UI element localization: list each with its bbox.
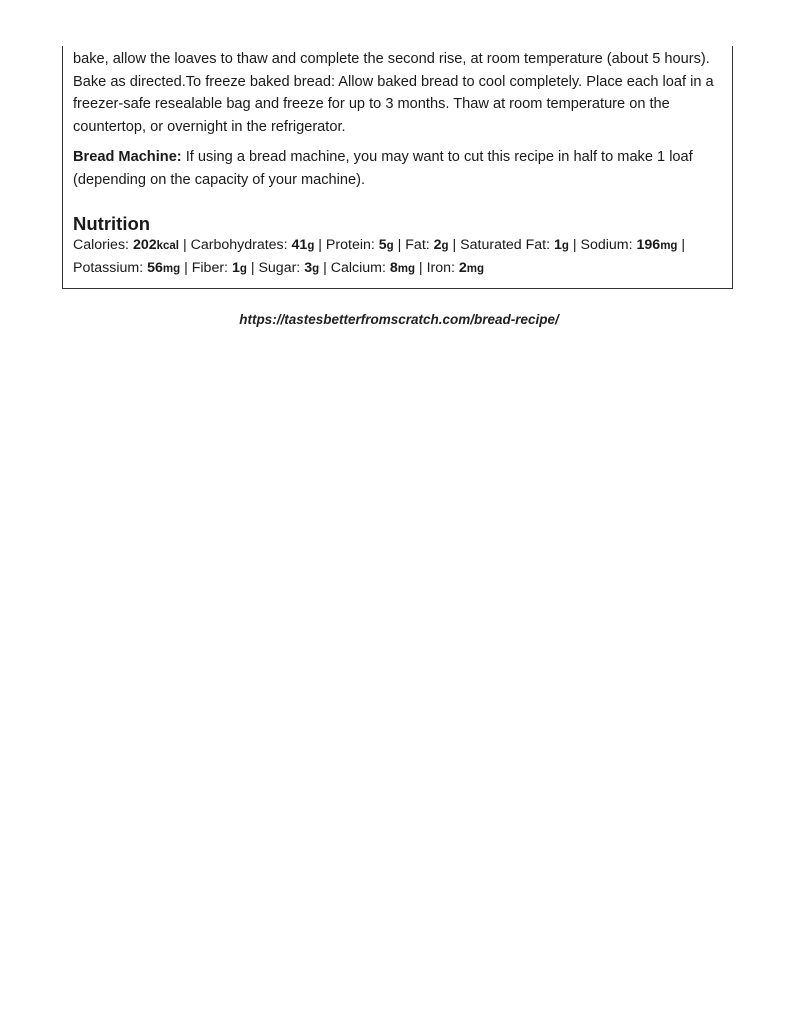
nutrient-value: 41	[291, 237, 308, 253]
nutrient-value: 202	[132, 237, 157, 253]
nutrient-item	[73, 237, 191, 253]
bread-machine-text: If using a bread machine, you may want to cut this recipe in half to make 1 loaf (depending on the capacity of your machine).	[73, 149, 693, 188]
nutrient-separator: |	[568, 237, 581, 253]
nutrient-unit: g	[312, 263, 320, 275]
nutrient-separator: |	[314, 237, 326, 253]
nutrition-line-1	[73, 235, 733, 256]
nutrient-label: Sodium:	[580, 237, 637, 253]
nutrient-value: 5	[378, 237, 387, 253]
nutrient-label: Calories:	[73, 237, 133, 253]
nutrient-value: 196	[636, 237, 661, 253]
nutrient-unit: g	[441, 240, 449, 252]
nutrition-heading: Nutrition	[73, 213, 151, 234]
nutrient-item	[331, 260, 427, 276]
nutrient-item	[427, 260, 484, 276]
nutrient-item	[581, 237, 686, 253]
nutrient-label: Protein:	[325, 237, 379, 253]
nutrient-separator: |	[677, 237, 686, 253]
nutrient-item	[258, 260, 330, 276]
nutrient-value: 2	[458, 260, 467, 276]
nutrient-unit: g	[307, 240, 315, 252]
nutrient-label: Sugar:	[258, 260, 305, 276]
nutrient-unit: g	[386, 240, 394, 252]
nutrient-label: Saturated Fat:	[460, 237, 555, 253]
nutrient-unit: mg	[466, 263, 485, 275]
nutrient-separator: |	[393, 237, 406, 253]
nutrient-value: 56	[147, 260, 163, 276]
nutrient-separator: |	[414, 260, 427, 276]
nutrient-unit: kcal	[156, 240, 179, 252]
nutrient-item	[192, 260, 259, 276]
nutrient-separator: |	[448, 237, 461, 253]
freeze-notes: bake, allow the loaves to thaw and complete the second rise, at room temperature (about 5 hours). Bake as directed.To freeze baked bread: Allow baked bread to cool completely. Place each loaf in a freezer-safe resealable bag and freeze for up to 3 months. Thaw at room temperature on the countertop, or overnight in the refrigerator.	[73, 51, 714, 135]
nutrient-value: 8	[389, 260, 398, 276]
nutrient-item	[326, 237, 405, 253]
source-url-link[interactable]: https://tastesbetterfromscratch.com/bread-recipe/	[239, 312, 559, 327]
nutrient-unit: g	[561, 240, 569, 252]
nutrient-label: Fiber:	[191, 260, 232, 276]
nutrient-separator: |	[246, 260, 259, 276]
nutrient-unit: mg	[660, 240, 678, 252]
nutrient-separator: |	[179, 237, 191, 253]
nutrient-item	[405, 237, 460, 253]
bread-machine-label: Bread Machine:	[73, 149, 182, 165]
nutrient-label: Carbohydrates:	[190, 237, 292, 253]
nutrient-item	[73, 260, 192, 276]
nutrient-value: 3	[304, 260, 313, 276]
nutrient-unit: mg	[397, 263, 415, 275]
nutrient-unit: mg	[162, 263, 181, 275]
nutrient-value: 2	[433, 237, 442, 253]
bread-machine-note	[73, 146, 723, 191]
nutrient-separator: |	[319, 260, 331, 276]
nutrient-label: Fat:	[405, 237, 434, 253]
nutrient-value: 1	[231, 260, 240, 276]
nutrient-value: 1	[554, 237, 562, 253]
nutrient-item	[191, 237, 326, 253]
nutrient-label: Iron:	[426, 260, 459, 276]
nutrient-separator: |	[180, 260, 192, 276]
nutrient-label: Calcium:	[330, 260, 390, 276]
nutrient-label: Potassium:	[73, 260, 148, 276]
nutrient-unit: g	[239, 263, 247, 275]
nutrition-line-2	[73, 258, 733, 279]
nutrient-item	[460, 237, 580, 253]
